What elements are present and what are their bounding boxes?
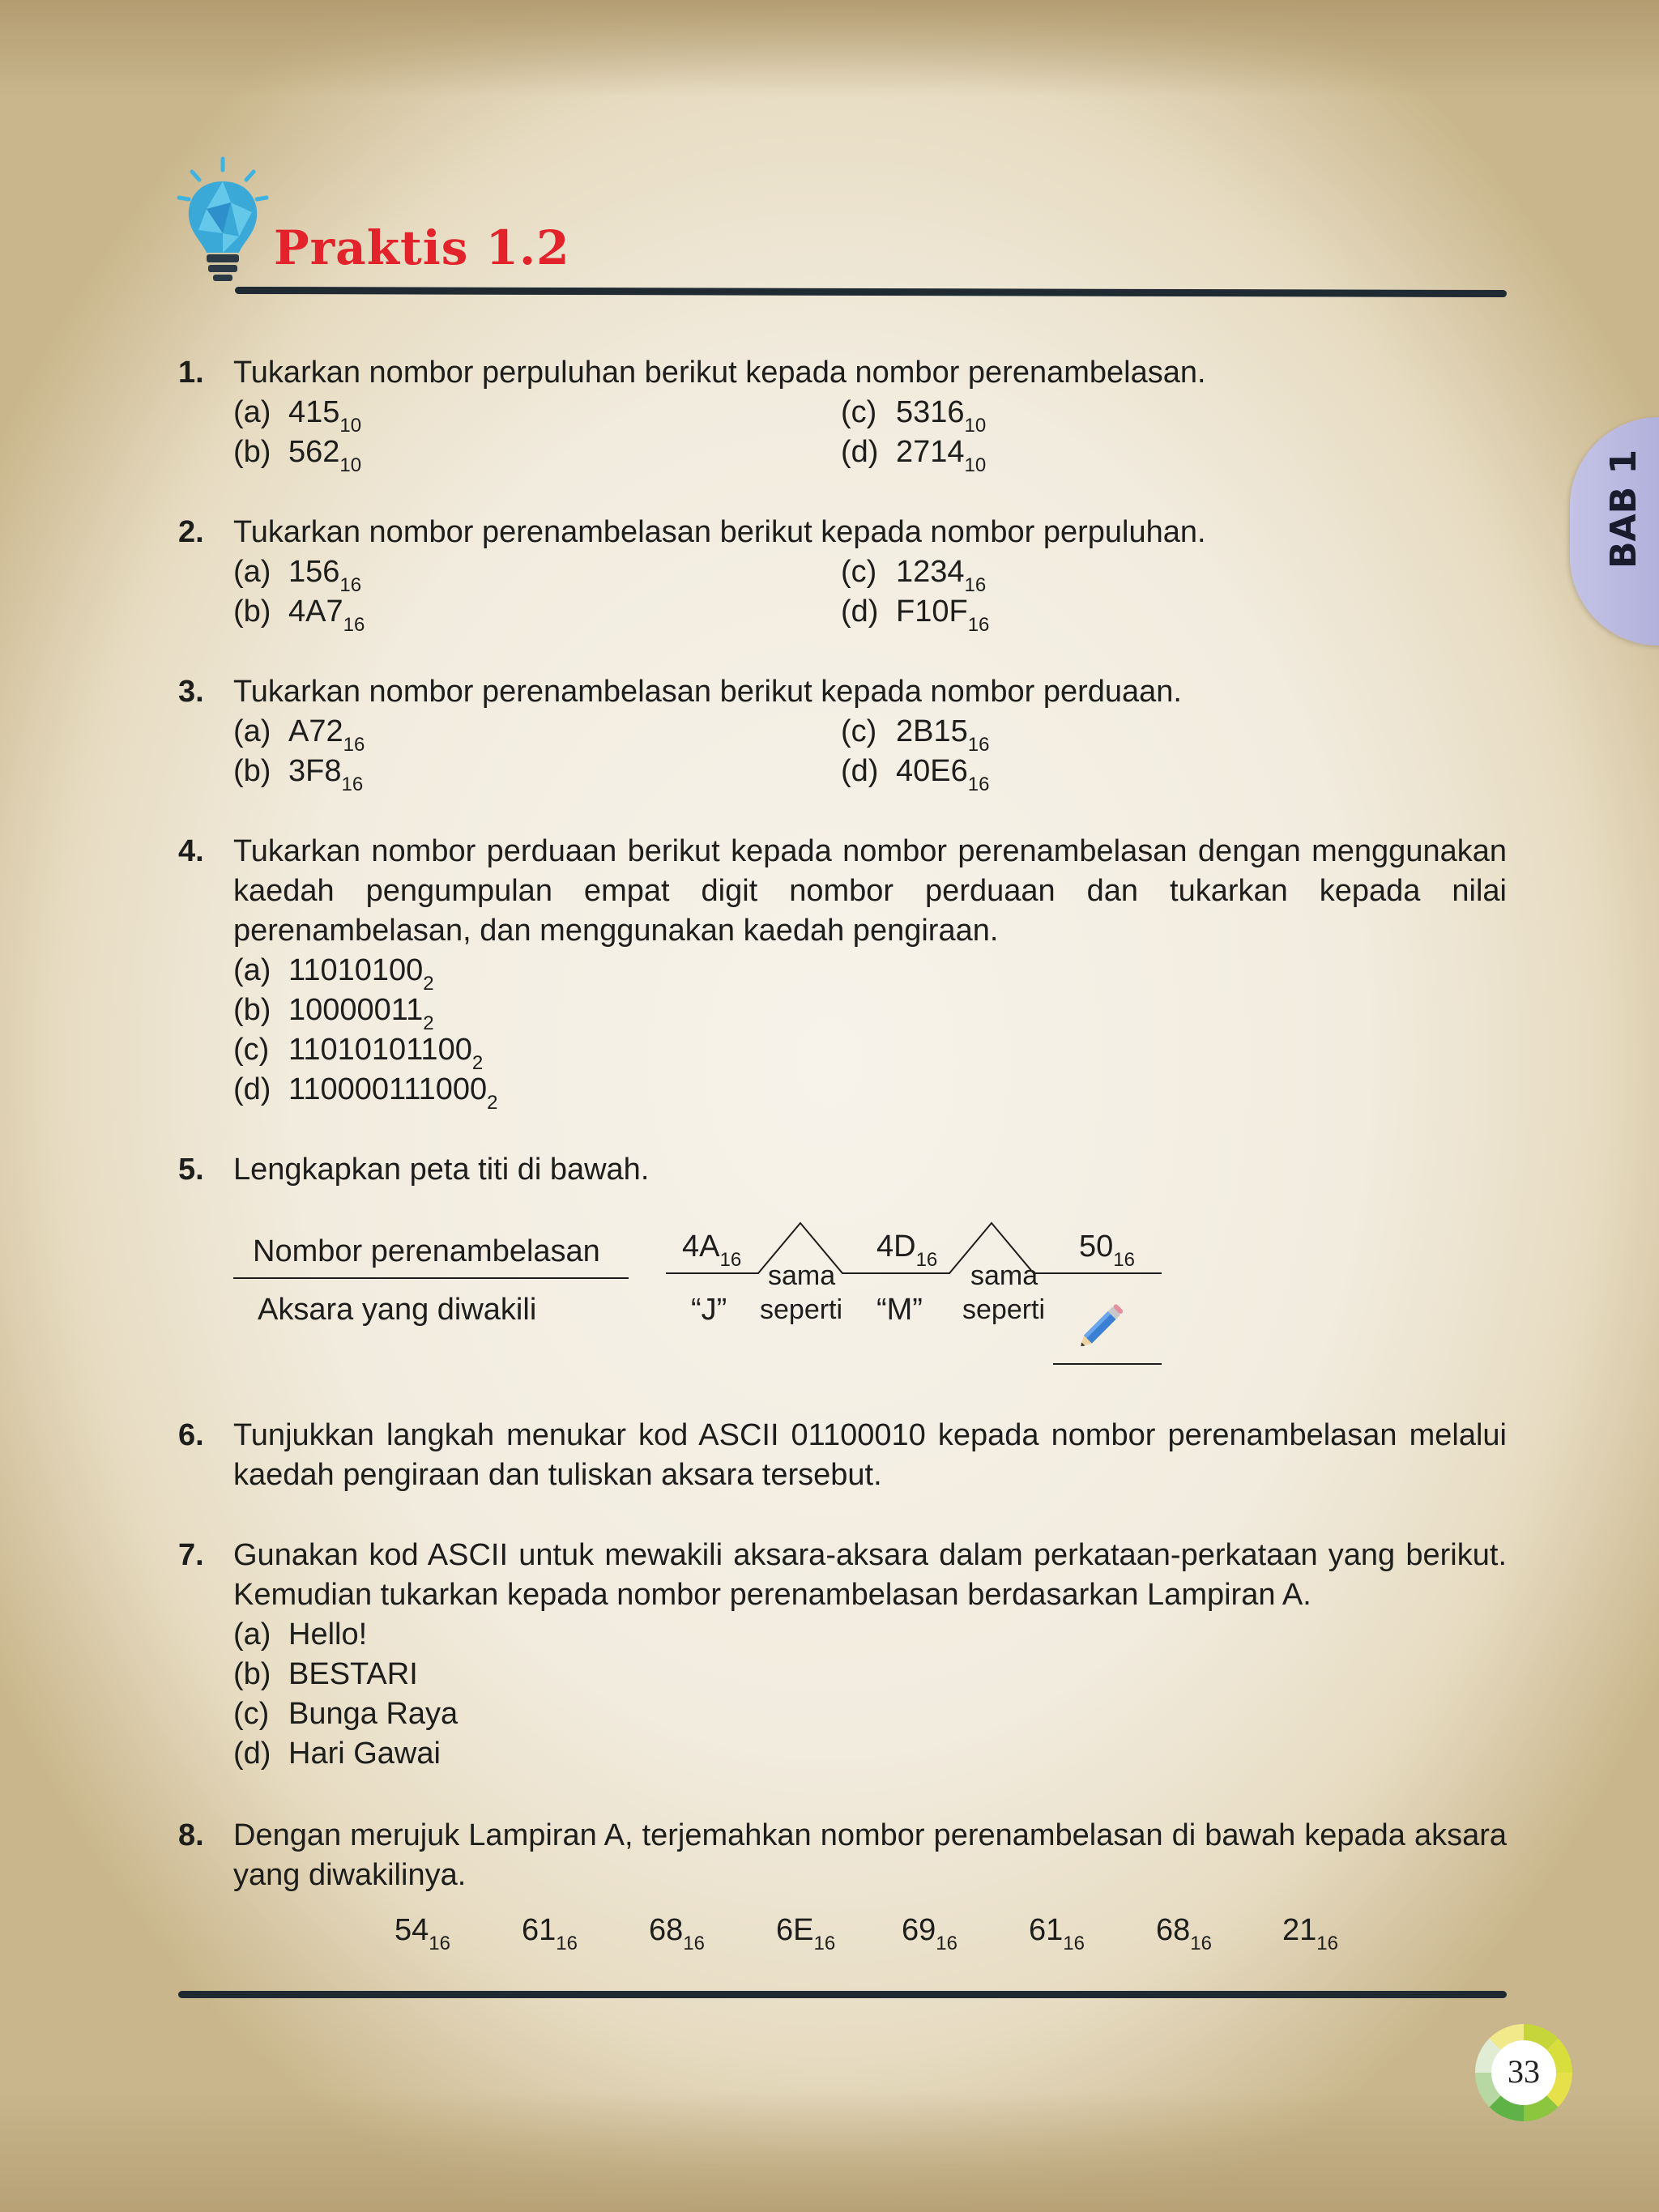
lightbulb-icon <box>174 152 271 298</box>
page-edge-bottom <box>0 2091 1659 2212</box>
bridge-hex-1: $4A_{16}$ <box>682 1230 742 1271</box>
option: (d) Hari Gawai <box>233 1737 441 1771</box>
question-stem: Tukarkan nombor perduaan berikut kepada nombor perenambelasan dengan menggunakan kaedah pengumpulan empat digit nombor perduaan dan tukarkan kepada nilai perenambelasan, dan menggunakan kaedah pengiraan. <box>233 834 1507 948</box>
question-8 <box>178 1816 1507 1895</box>
option: (c) $2B15_{16}$ <box>841 714 990 756</box>
pencil-icon <box>1074 1296 1132 1354</box>
bridge-char-1: “J” <box>691 1293 727 1327</box>
page-number: 33 <box>1508 2053 1540 2090</box>
hex-value: $68_{16}$ <box>1156 1913 1212 1954</box>
question-3 <box>178 672 1507 795</box>
question-number: 3. <box>178 675 204 709</box>
bridge-top-label: Nombor perenambelasan <box>253 1234 600 1268</box>
option: (c) $1234_{16}$ <box>841 555 987 596</box>
option: (d) $110000111000_2$ <box>233 1072 498 1114</box>
option: (d) $F10F_{16}$ <box>841 595 990 636</box>
question-1 <box>178 353 1507 476</box>
option: (a) $156_{16}$ <box>233 555 362 596</box>
question-number: 4. <box>178 834 204 868</box>
option-grid <box>233 393 1507 476</box>
question-2 <box>178 513 1507 636</box>
option: (b) $3F8_{16}$ <box>233 754 364 795</box>
bridge-hex-3: $50_{16}$ <box>1079 1230 1135 1271</box>
question-number: 7. <box>178 1538 204 1572</box>
option-grid <box>233 712 1507 795</box>
option: (c) $5316_{10}$ <box>841 395 987 437</box>
question-5 <box>178 1150 1507 1190</box>
option: (b) BESTARI <box>233 1657 418 1691</box>
option: (d) $40E6_{16}$ <box>841 754 990 795</box>
bridge-relation-top: sama <box>768 1260 836 1291</box>
hex-value: $21_{16}$ <box>1282 1913 1338 1954</box>
option: (b) $10000011_2$ <box>233 993 434 1034</box>
question-number: 2. <box>178 515 204 549</box>
option-list <box>233 951 1507 1114</box>
footer-rule <box>178 1991 1507 1998</box>
bridge-relation-top: sama <box>970 1260 1038 1291</box>
question-stem: Tukarkan nombor perenambelasan berikut kepada nombor perpuluhan. <box>233 515 1206 549</box>
bridge-relation-bottom: seperti <box>760 1294 843 1325</box>
option: (d) $2714_{10}$ <box>841 435 987 476</box>
option: (a) $415_{10}$ <box>233 395 362 437</box>
option: (a) $A72_{16}$ <box>233 714 365 756</box>
page-edge-top <box>0 0 1659 97</box>
question-stem: Tukarkan nombor perpuluhan berikut kepada nombor perenambelasan. <box>233 356 1206 390</box>
question-6 <box>178 1416 1507 1495</box>
question-number: 6. <box>178 1418 204 1452</box>
question-stem: Gunakan kod ASCII untuk mewakili aksara-aksara dalam perkataan-perkataan yang berikut. Kemudian tukarkan kepada nombor perenambelasan berdasarkan Lampiran A. <box>233 1538 1507 1612</box>
hex-value: $6E_{16}$ <box>776 1913 836 1954</box>
option: (a) $11010100_2$ <box>233 953 434 995</box>
hex-value: $68_{16}$ <box>649 1913 705 1954</box>
bridge-char-2: “M” <box>876 1293 923 1327</box>
question-stem: Tunjukkan langkah menukar kod ASCII 01100010 kepada nombor perenambelasan melalui kaedah pengiraan dan tuliskan aksara tersebut. <box>233 1418 1507 1492</box>
question-7 <box>178 1536 1507 1774</box>
question-stem: Dengan merujuk Lampiran A, terjemahkan nombor perenambelasan di bawah kepada aksara yang diwakilinya. <box>233 1818 1507 1892</box>
option-list <box>233 1615 1507 1774</box>
question-number: 5. <box>178 1153 204 1187</box>
hex-value: $69_{16}$ <box>902 1913 957 1954</box>
option: (b) $4A7_{16}$ <box>233 595 365 636</box>
question-stem: Lengkapkan peta titi di bawah. <box>233 1153 650 1187</box>
page-title: Praktis 1.2 <box>274 220 570 275</box>
hex-value: $54_{16}$ <box>394 1913 450 1954</box>
hex-value: $61_{16}$ <box>522 1913 578 1954</box>
hex-value: $61_{16}$ <box>1029 1913 1085 1954</box>
question-4 <box>178 832 1507 1114</box>
bridge-bottom-label: Aksara yang diwakili <box>258 1293 537 1327</box>
option: (c) Bunga Raya <box>233 1697 458 1731</box>
bridge-hex-2: $4D_{16}$ <box>876 1230 938 1271</box>
option: (c) $11010101100_2$ <box>233 1033 484 1074</box>
chapter-tab-label: BAB 1 <box>1603 449 1644 569</box>
bridge-map <box>232 1215 1188 1377</box>
question-number: 1. <box>178 356 204 390</box>
question-number: 8. <box>178 1818 204 1852</box>
option-grid <box>233 552 1507 636</box>
bridge-relation-bottom: seperti <box>962 1294 1046 1325</box>
question-stem: Tukarkan nombor perenambelasan berikut kepada nombor perduaan. <box>233 675 1182 709</box>
option: (b) $562_{10}$ <box>233 435 362 476</box>
option: (a) Hello! <box>233 1617 368 1652</box>
